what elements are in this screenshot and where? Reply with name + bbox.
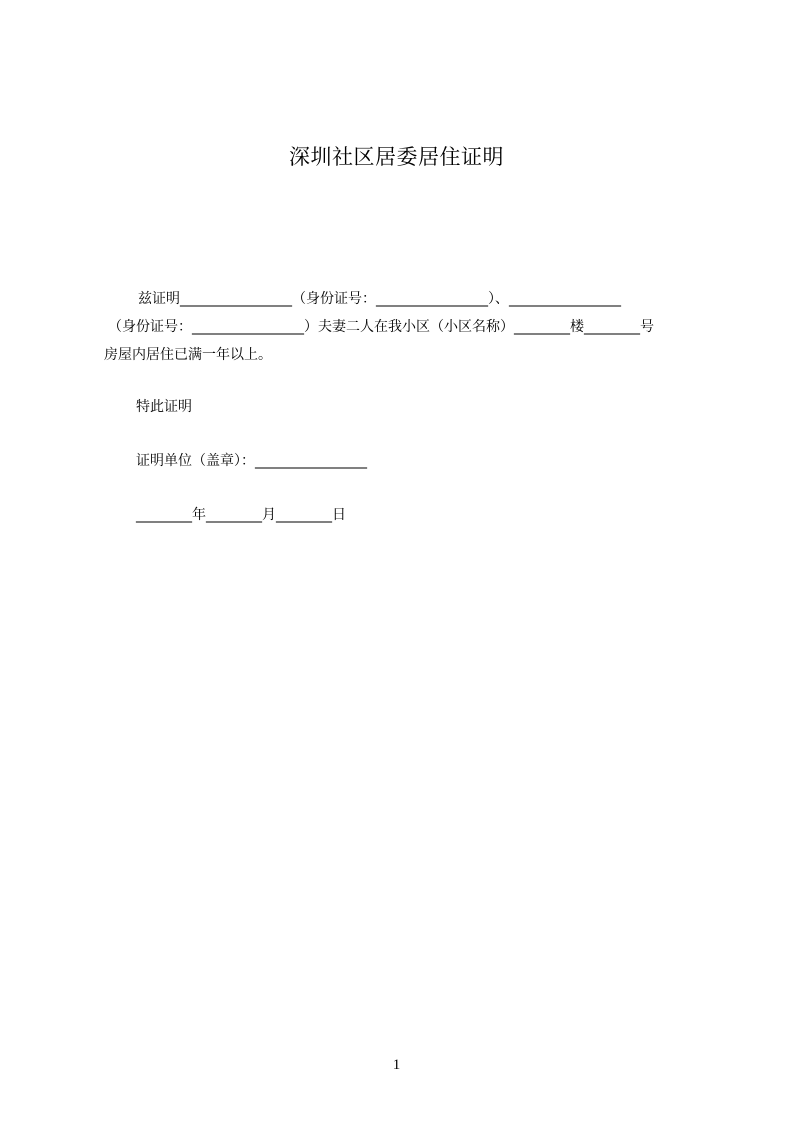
certificate-body-line-1: 兹证明________________（身份证号：________________）、________________ — [138, 291, 621, 307]
page-number: 1 — [392, 1057, 401, 1073]
issuing-unit-line: 证明单位（盖章）：________________ — [136, 453, 367, 469]
closing-statement: 特此证明 — [136, 399, 192, 415]
document-title: 深圳社区居委居住证明 — [289, 145, 504, 169]
certificate-body-line-2: （身份证号：________________）夫妻二人在我小区（小区名称）________楼________号 — [108, 319, 654, 335]
date-line: ________年________月________日 — [136, 507, 346, 523]
certificate-body-line-3: 房屋内居住已满一年以上。 — [104, 347, 272, 363]
